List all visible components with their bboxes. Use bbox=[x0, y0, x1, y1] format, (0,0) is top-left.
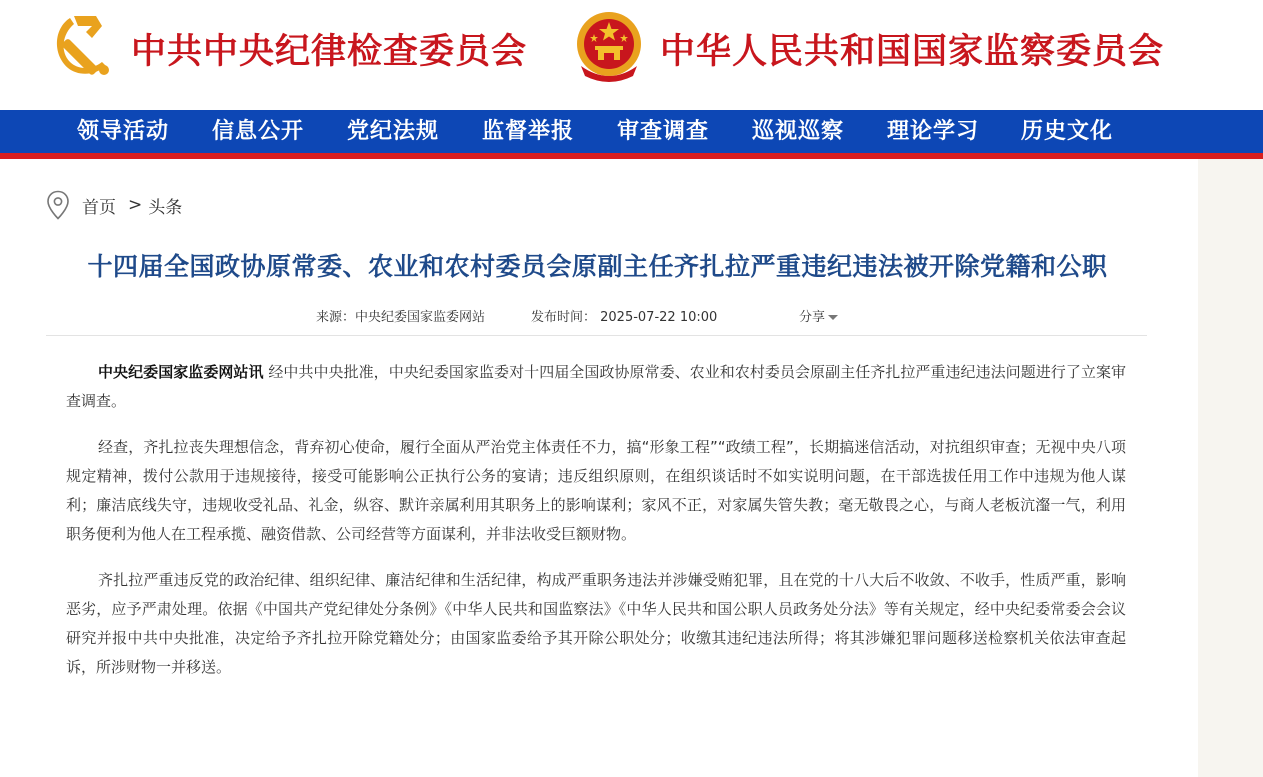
cpc-ccdi-name: 中共中央纪律检查委员会 bbox=[131, 31, 528, 72]
breadcrumb-separator: > bbox=[128, 195, 143, 215]
nav-item-investigation[interactable]: 审查调查 bbox=[617, 118, 710, 144]
national-emblem-icon bbox=[573, 10, 645, 84]
chevron-down-icon bbox=[828, 315, 838, 320]
nav-item-regulations[interactable]: 党纪法规 bbox=[347, 118, 440, 144]
lead-source: 中央纪委国家监委网站讯 bbox=[98, 363, 264, 381]
nav-item-inspection[interactable]: 巡视巡察 bbox=[752, 118, 845, 144]
main-navigation bbox=[0, 110, 1263, 159]
site-header bbox=[0, 0, 1263, 110]
article-source: 来源：中央纪委国家监委网站 bbox=[316, 310, 486, 325]
paragraph-text: 经中共中央批准，中央纪委国家监委对十四届全国政协原常委、农业和农村委员会原副主任齐扎拉严重违纪违法问题进行了立案审查调查。 bbox=[66, 363, 1126, 410]
article-paragraph-3: 齐扎拉严重违反党的政治纪律、组织纪律、廉洁纪律和生活纪律，构成严重职务违法并涉嫌受贿犯罪，且在党的十八大后不收敛、不收手，性质严重，影响恶劣，应予严肃处理。依据《中国共产党纪律处分条例》《中华人民共和国监察法》《中华人民共和国公职人员政务处分法》等有关规定，经中央纪委常委会会议研究并报中共中央批准，决定给予齐扎拉开除党籍处分；由国家监委给予其开除公职处分；收缴其违纪违法所得；将其涉嫌犯罪问题移送检察机关依法审查起诉，所涉财物一并移送。 bbox=[66, 571, 1126, 676]
nav-item-information[interactable]: 信息公开 bbox=[212, 118, 305, 144]
nav-item-supervision[interactable]: 监督举报 bbox=[482, 118, 575, 144]
article-body bbox=[66, 358, 1126, 699]
nav-item-theory[interactable]: 理论学习 bbox=[887, 118, 980, 144]
party-emblem-icon bbox=[48, 12, 116, 80]
share-label: 分享 bbox=[799, 310, 826, 325]
divider bbox=[46, 335, 1147, 336]
nsc-name: 中华人民共和国国家监察委员会 bbox=[660, 31, 1165, 72]
breadcrumb-home-link[interactable]: 首页 bbox=[82, 197, 116, 218]
nav-item-leadership[interactable]: 领导活动 bbox=[77, 118, 170, 144]
breadcrumb-current[interactable]: 头条 bbox=[148, 197, 183, 218]
right-sidebar-background bbox=[1198, 159, 1263, 777]
nav-item-history[interactable]: 历史文化 bbox=[1021, 118, 1114, 144]
share-button[interactable] bbox=[799, 306, 838, 325]
article-paragraph-2: 经查，齐扎拉丧失理想信念，背弃初心使命，履行全面从严治党主体责任不力，搞“形象工程”“政绩工程”，长期搞迷信活动，对抗组织审查；无视中央八项规定精神，拨付公款用于违规接待，接受可能影响公正执行公务的宴请；违反组织原则，在组织谈话时不如实说明问题，在干部选拔任用工作中违规为他人谋利；廉洁底线失守，违规收受礼品、礼金，纵容、默许亲属利用其职务上的影响谋利；家风不正，对家属失管失教；毫无敬畏之心，与商人老板沆瀣一气，利用职务便利为他人在工程承揽、融资借款、公司经营等方面谋利，并非法收受巨额财物。 bbox=[66, 438, 1126, 543]
breadcrumb bbox=[46, 190, 182, 220]
article-publish-time: 发布时间： 2025-07-22 10:00 bbox=[531, 310, 718, 325]
location-pin-icon bbox=[46, 190, 70, 220]
article-title: 十四届全国政协原常委、农业和农村委员会原副主任齐扎拉严重违纪违法被开除党籍和公职 bbox=[87, 252, 1108, 281]
article-paragraph-1 bbox=[66, 358, 1126, 416]
